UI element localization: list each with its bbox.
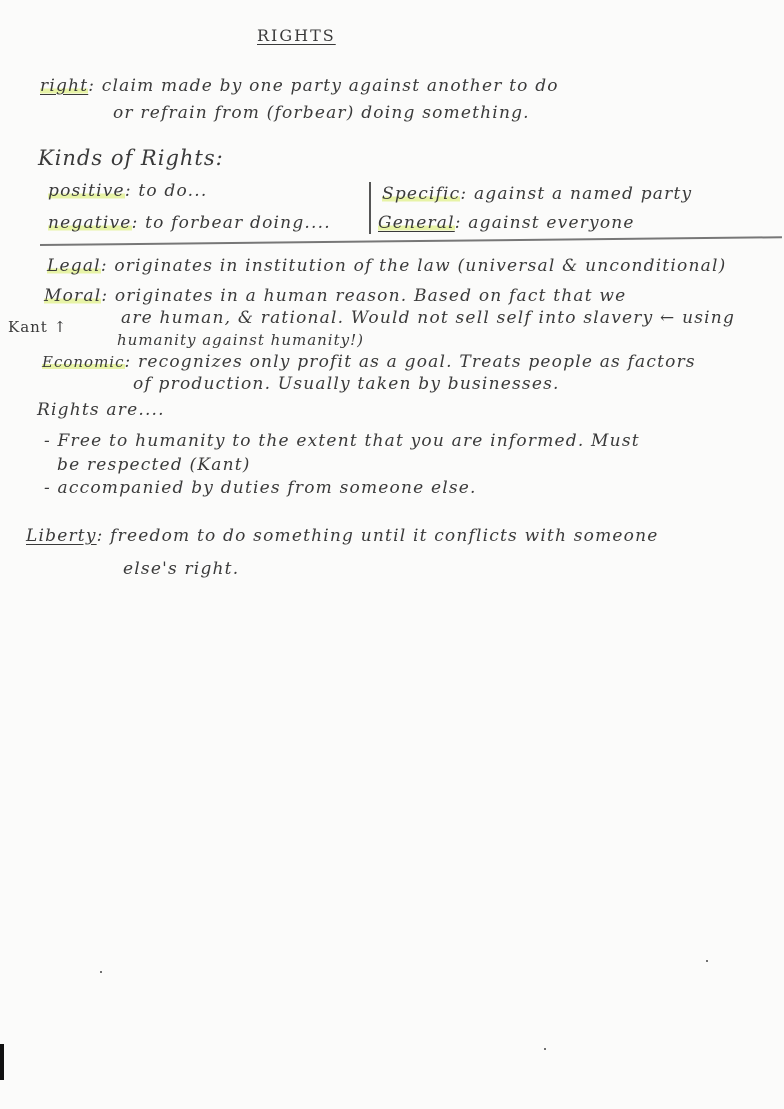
kinds-heading: Kinds of Rights: <box>38 146 224 170</box>
negative-term: negative <box>48 213 132 233</box>
positive-text: : to do... <box>124 181 208 201</box>
liberty-line2: else's right. <box>123 559 240 579</box>
kant-side-note: Kant ↑ <box>8 318 68 336</box>
economic-line1 <box>42 352 696 372</box>
general-term: General <box>378 213 455 233</box>
liberty-text-1: : freedom to do something until it conflicts with someone <box>96 526 659 546</box>
negative-text: : to forbear doing.... <box>131 213 331 233</box>
right-definition-line1 <box>40 76 559 96</box>
rights-are-item2: - accompanied by duties from someone else. <box>44 478 477 498</box>
general-right <box>378 213 635 233</box>
page-title: RIGHTS <box>257 26 336 45</box>
specific-text: : against a named party <box>460 184 693 204</box>
positive-term: positive <box>48 181 125 201</box>
specific-term: Specific <box>382 184 461 204</box>
right-definition-line2: or refrain from (forbear) doing something. <box>113 103 530 123</box>
legal-line <box>47 256 726 276</box>
scan-speck <box>706 960 708 962</box>
right-term: right <box>40 76 89 96</box>
section-divider <box>40 236 782 245</box>
general-text: : against everyone <box>454 213 635 233</box>
liberty-line1 <box>26 526 659 546</box>
moral-term: Moral <box>44 286 102 306</box>
moral-text-1: : originates in a human reason. Based on fact that we <box>101 286 627 306</box>
specific-right <box>382 184 692 204</box>
scan-speck <box>100 971 102 973</box>
liberty-term: Liberty <box>26 526 97 546</box>
negative-right <box>48 213 331 233</box>
economic-line2: of production. Usually taken by businesses. <box>133 374 560 394</box>
rights-are-item1-line2: be respected (Kant) <box>57 455 251 475</box>
scan-edge <box>0 1044 4 1080</box>
moral-line2: are human, & rational. Would not sell self into slavery ← using <box>121 308 736 328</box>
right-definition-text: : claim made by one party against another to do <box>88 76 559 96</box>
economic-term: Economic <box>42 353 125 371</box>
rights-are-item1-line1: - Free to humanity to the extent that you are informed. Must <box>44 431 640 451</box>
economic-text-1: : recognizes only profit as a goal. Treats people as factors <box>124 352 696 372</box>
legal-term: Legal <box>47 256 101 276</box>
column-divider <box>369 182 371 234</box>
positive-right <box>48 181 207 201</box>
moral-line1 <box>44 286 626 306</box>
scan-speck <box>544 1048 546 1050</box>
rights-are-heading: Rights are.... <box>37 400 165 420</box>
moral-line3: humanity against humanity!) <box>117 331 364 349</box>
legal-text: : originates in institution of the law (universal & unconditional) <box>100 256 727 276</box>
